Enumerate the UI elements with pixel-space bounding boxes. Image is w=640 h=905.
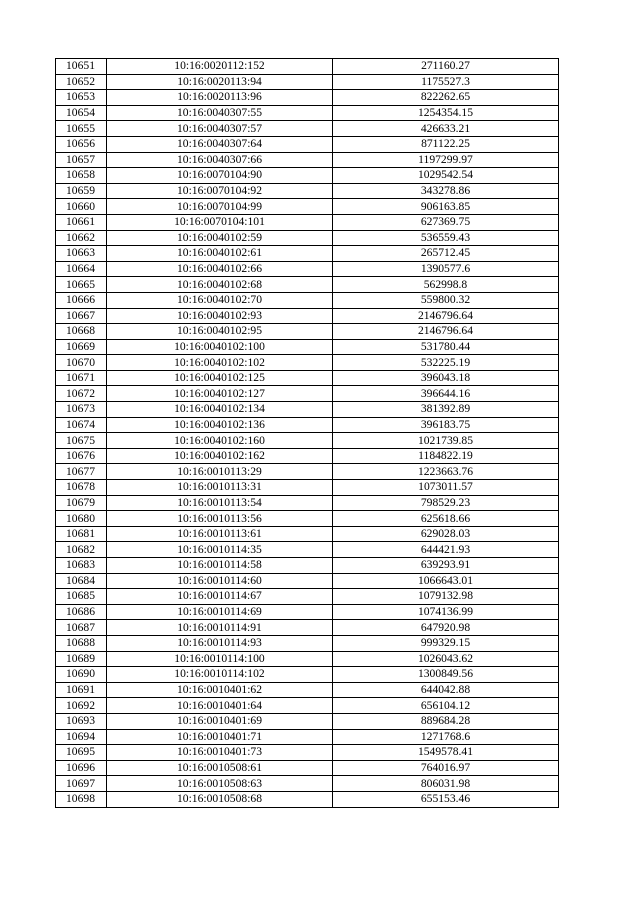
row-number-cell: 10667 [56, 308, 107, 324]
table-row [56, 168, 559, 184]
row-number-cell: 10698 [56, 791, 107, 807]
row-number-cell: 10659 [56, 183, 107, 199]
cadastral-number-cell: 10:16:0010114:102 [107, 667, 333, 683]
table-row [56, 526, 559, 542]
cadastral-number-cell: 10:16:0010113:54 [107, 495, 333, 511]
cadastral-number-cell: 10:16:0040102:61 [107, 246, 333, 262]
table-row [56, 261, 559, 277]
table-row [56, 308, 559, 324]
table-row [56, 90, 559, 106]
row-number-cell: 10697 [56, 776, 107, 792]
cadastral-number-cell: 10:16:0010114:93 [107, 635, 333, 651]
row-number-cell: 10692 [56, 698, 107, 714]
table-body [56, 59, 559, 808]
cadastral-number-cell: 10:16:0010113:61 [107, 526, 333, 542]
cadastral-number-cell: 10:16:0040307:64 [107, 136, 333, 152]
value-cell: 1254354.15 [333, 105, 559, 121]
row-number-cell: 10655 [56, 121, 107, 137]
row-number-cell: 10661 [56, 214, 107, 230]
table-row [56, 105, 559, 121]
row-number-cell: 10662 [56, 230, 107, 246]
value-cell: 1073011.57 [333, 480, 559, 496]
cadastral-number-cell: 10:16:0010114:100 [107, 651, 333, 667]
value-cell: 381392.89 [333, 402, 559, 418]
value-cell: 562998.8 [333, 277, 559, 293]
table-row [56, 635, 559, 651]
row-number-cell: 10687 [56, 620, 107, 636]
cadastral-number-cell: 10:16:0010114:69 [107, 604, 333, 620]
cadastral-number-cell: 10:16:0040307:55 [107, 105, 333, 121]
table-row [56, 480, 559, 496]
table-row [56, 292, 559, 308]
table-row [56, 199, 559, 215]
table-row [56, 791, 559, 807]
value-cell: 1300849.56 [333, 667, 559, 683]
cadastral-number-cell: 10:16:0040102:125 [107, 370, 333, 386]
cadastral-number-cell: 10:16:0010401:69 [107, 713, 333, 729]
row-number-cell: 10686 [56, 604, 107, 620]
cadastral-number-cell: 10:16:0010508:63 [107, 776, 333, 792]
value-cell: 625618.66 [333, 511, 559, 527]
cadastral-number-cell: 10:16:0010114:58 [107, 558, 333, 574]
cadastral-number-cell: 10:16:0070104:92 [107, 183, 333, 199]
value-cell: 1066643.01 [333, 573, 559, 589]
table-row [56, 604, 559, 620]
cadastral-number-cell: 10:16:0040102:68 [107, 277, 333, 293]
cadastral-number-cell: 10:16:0010113:29 [107, 464, 333, 480]
row-number-cell: 10668 [56, 324, 107, 340]
table-row [56, 74, 559, 90]
table-row [56, 370, 559, 386]
value-cell: 999329.15 [333, 635, 559, 651]
table-row [56, 355, 559, 371]
table-row [56, 214, 559, 230]
table-row [56, 667, 559, 683]
cadastral-number-cell: 10:16:0040102:59 [107, 230, 333, 246]
cadastral-number-cell: 10:16:0010114:67 [107, 589, 333, 605]
value-cell: 265712.45 [333, 246, 559, 262]
value-cell: 396043.18 [333, 370, 559, 386]
table-row [56, 495, 559, 511]
table-row [56, 59, 559, 75]
value-cell: 1074136.99 [333, 604, 559, 620]
value-cell: 1184822.19 [333, 448, 559, 464]
value-cell: 906163.85 [333, 199, 559, 215]
table-row [56, 324, 559, 340]
value-cell: 639293.91 [333, 558, 559, 574]
cadastral-number-cell: 10:16:0040102:100 [107, 339, 333, 355]
row-number-cell: 10683 [56, 558, 107, 574]
value-cell: 343278.86 [333, 183, 559, 199]
row-number-cell: 10657 [56, 152, 107, 168]
table-row [56, 589, 559, 605]
table-row [56, 573, 559, 589]
row-number-cell: 10673 [56, 402, 107, 418]
value-cell: 764016.97 [333, 760, 559, 776]
cadastral-value-table [55, 58, 559, 808]
value-cell: 532225.19 [333, 355, 559, 371]
value-cell: 1271768.6 [333, 729, 559, 745]
row-number-cell: 10675 [56, 433, 107, 449]
cadastral-number-cell: 10:16:0010508:68 [107, 791, 333, 807]
cadastral-number-cell: 10:16:0010508:61 [107, 760, 333, 776]
cadastral-number-cell: 10:16:0010113:31 [107, 480, 333, 496]
cadastral-number-cell: 10:16:0040102:127 [107, 386, 333, 402]
row-number-cell: 10652 [56, 74, 107, 90]
row-number-cell: 10653 [56, 90, 107, 106]
value-cell: 656104.12 [333, 698, 559, 714]
value-cell: 1197299.97 [333, 152, 559, 168]
table-row [56, 417, 559, 433]
cadastral-number-cell: 10:16:0070104:90 [107, 168, 333, 184]
row-number-cell: 10681 [56, 526, 107, 542]
cadastral-number-cell: 10:16:0040307:57 [107, 121, 333, 137]
table-row [56, 448, 559, 464]
table-row [56, 511, 559, 527]
row-number-cell: 10660 [56, 199, 107, 215]
row-number-cell: 10696 [56, 760, 107, 776]
row-number-cell: 10669 [56, 339, 107, 355]
row-number-cell: 10695 [56, 745, 107, 761]
cadastral-number-cell: 10:16:0040102:95 [107, 324, 333, 340]
row-number-cell: 10658 [56, 168, 107, 184]
table-row [56, 136, 559, 152]
cadastral-number-cell: 10:16:0010401:64 [107, 698, 333, 714]
value-cell: 396644.16 [333, 386, 559, 402]
table-row [56, 339, 559, 355]
table-row [56, 464, 559, 480]
value-cell: 1021739.85 [333, 433, 559, 449]
table-row [56, 745, 559, 761]
cadastral-number-cell: 10:16:0040102:162 [107, 448, 333, 464]
row-number-cell: 10677 [56, 464, 107, 480]
table-row [56, 760, 559, 776]
value-cell: 1029542.54 [333, 168, 559, 184]
row-number-cell: 10689 [56, 651, 107, 667]
cadastral-number-cell: 10:16:0020112:152 [107, 59, 333, 75]
row-number-cell: 10651 [56, 59, 107, 75]
row-number-cell: 10694 [56, 729, 107, 745]
value-cell: 396183.75 [333, 417, 559, 433]
row-number-cell: 10672 [56, 386, 107, 402]
table-row [56, 542, 559, 558]
table-row [56, 152, 559, 168]
cadastral-number-cell: 10:16:0040307:66 [107, 152, 333, 168]
table-row [56, 183, 559, 199]
value-cell: 1549578.41 [333, 745, 559, 761]
value-cell: 1175527.3 [333, 74, 559, 90]
value-cell: 531780.44 [333, 339, 559, 355]
table-row [56, 246, 559, 262]
value-cell: 629028.03 [333, 526, 559, 542]
value-cell: 655153.46 [333, 791, 559, 807]
cadastral-number-cell: 10:16:0070104:101 [107, 214, 333, 230]
row-number-cell: 10671 [56, 370, 107, 386]
cadastral-number-cell: 10:16:0010114:35 [107, 542, 333, 558]
table-row [56, 277, 559, 293]
value-cell: 1390577.6 [333, 261, 559, 277]
row-number-cell: 10691 [56, 682, 107, 698]
row-number-cell: 10690 [56, 667, 107, 683]
table-row [56, 651, 559, 667]
value-cell: 871122.25 [333, 136, 559, 152]
value-cell: 644042.88 [333, 682, 559, 698]
row-number-cell: 10676 [56, 448, 107, 464]
value-cell: 2146796.64 [333, 324, 559, 340]
row-number-cell: 10665 [56, 277, 107, 293]
table-row [56, 402, 559, 418]
value-cell: 271160.27 [333, 59, 559, 75]
row-number-cell: 10688 [56, 635, 107, 651]
row-number-cell: 10663 [56, 246, 107, 262]
value-cell: 798529.23 [333, 495, 559, 511]
table-row [56, 558, 559, 574]
cadastral-number-cell: 10:16:0040102:160 [107, 433, 333, 449]
cadastral-number-cell: 10:16:0010401:62 [107, 682, 333, 698]
value-cell: 889684.28 [333, 713, 559, 729]
row-number-cell: 10684 [56, 573, 107, 589]
row-number-cell: 10674 [56, 417, 107, 433]
value-cell: 806031.98 [333, 776, 559, 792]
cadastral-number-cell: 10:16:0040102:66 [107, 261, 333, 277]
cadastral-number-cell: 10:16:0040102:134 [107, 402, 333, 418]
cadastral-number-cell: 10:16:0040102:93 [107, 308, 333, 324]
table-row [56, 729, 559, 745]
row-number-cell: 10693 [56, 713, 107, 729]
row-number-cell: 10679 [56, 495, 107, 511]
value-cell: 647920.98 [333, 620, 559, 636]
cadastral-number-cell: 10:16:0010113:56 [107, 511, 333, 527]
row-number-cell: 10685 [56, 589, 107, 605]
value-cell: 536559.43 [333, 230, 559, 246]
cadastral-number-cell: 10:16:0010114:91 [107, 620, 333, 636]
table-row [56, 776, 559, 792]
table-row [56, 230, 559, 246]
row-number-cell: 10678 [56, 480, 107, 496]
cadastral-number-cell: 10:16:0010401:71 [107, 729, 333, 745]
value-cell: 1026043.62 [333, 651, 559, 667]
cadastral-number-cell: 10:16:0070104:99 [107, 199, 333, 215]
row-number-cell: 10670 [56, 355, 107, 371]
cadastral-number-cell: 10:16:0040102:136 [107, 417, 333, 433]
cadastral-number-cell: 10:16:0010114:60 [107, 573, 333, 589]
table-row [56, 682, 559, 698]
value-cell: 559800.32 [333, 292, 559, 308]
cadastral-number-cell: 10:16:0020113:94 [107, 74, 333, 90]
value-cell: 426633.21 [333, 121, 559, 137]
row-number-cell: 10682 [56, 542, 107, 558]
value-cell: 822262.65 [333, 90, 559, 106]
value-cell: 1079132.98 [333, 589, 559, 605]
value-cell: 644421.93 [333, 542, 559, 558]
value-cell: 2146796.64 [333, 308, 559, 324]
cadastral-number-cell: 10:16:0010401:73 [107, 745, 333, 761]
table-row [56, 698, 559, 714]
cadastral-number-cell: 10:16:0040102:70 [107, 292, 333, 308]
cadastral-number-cell: 10:16:0020113:96 [107, 90, 333, 106]
row-number-cell: 10654 [56, 105, 107, 121]
row-number-cell: 10666 [56, 292, 107, 308]
table-row [56, 121, 559, 137]
row-number-cell: 10680 [56, 511, 107, 527]
table-row [56, 386, 559, 402]
table-row [56, 620, 559, 636]
row-number-cell: 10664 [56, 261, 107, 277]
cadastral-number-cell: 10:16:0040102:102 [107, 355, 333, 371]
table-row [56, 713, 559, 729]
table-row [56, 433, 559, 449]
value-cell: 1223663.76 [333, 464, 559, 480]
value-cell: 627369.75 [333, 214, 559, 230]
row-number-cell: 10656 [56, 136, 107, 152]
